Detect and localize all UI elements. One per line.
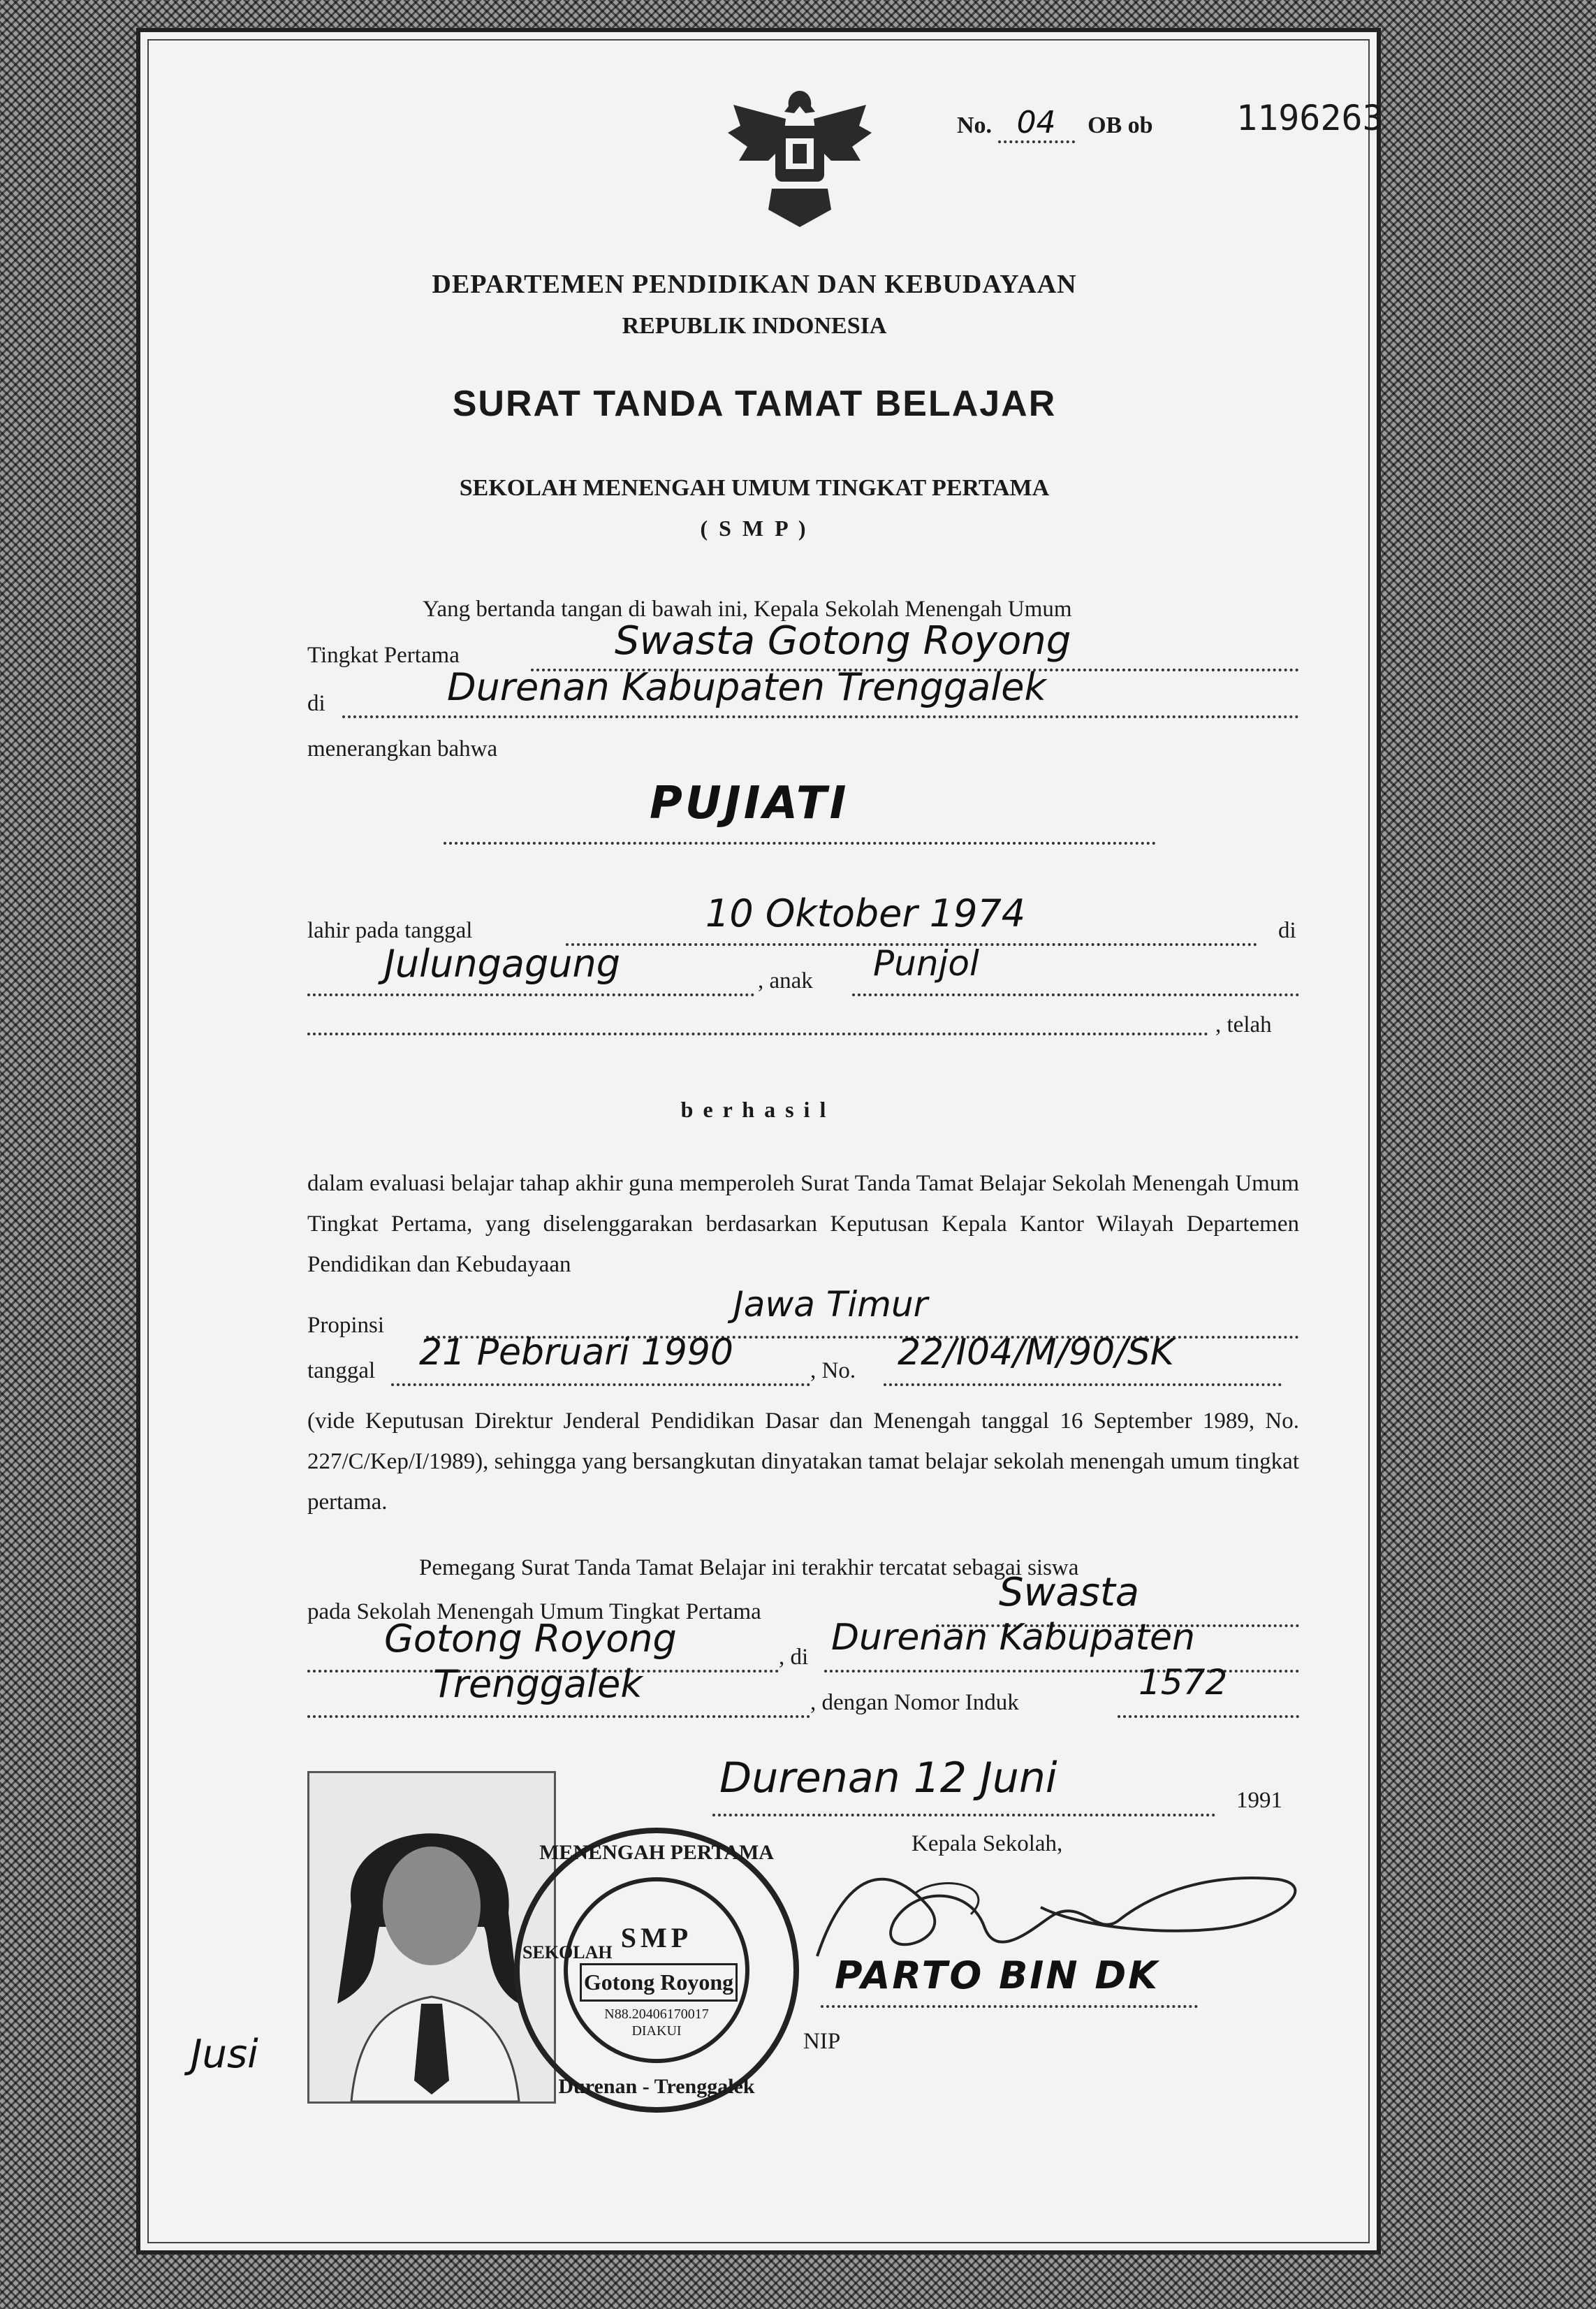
school-location-field (342, 665, 1299, 718)
birth-place-value: Julungagung (384, 942, 620, 986)
school-name-value: Swasta Gotong Royong (615, 618, 1071, 664)
holder-school-b: Gotong Royong (384, 1617, 677, 1661)
label-anak: , anak (758, 968, 813, 993)
serial-no-label: No. (957, 112, 993, 138)
parent-field (852, 943, 1299, 996)
place-date-field (712, 1754, 1215, 1816)
body-paragraph-1: dalam evaluasi belajar tahap akhir guna memperoleh Surat Tanda Tamat Belajar Sekolah Menengah Umum Tingkat Pertama, yang diselenggarakan berdasarkan Keputusan Kepala Kantor Wilayah Departemen Pendidikan dan Kebudayaan (307, 1171, 1299, 1277)
body-paragraph-2: (vide Keputusan Direktur Jenderal Pendidikan Dasar dan Menengah tanggal 16 September 1989, No. 227/C/Kep/I/1989), sehingga yang bersangkutan dinyatakan tamat belajar sekolah menengah umum tingkat pertama. (307, 1408, 1299, 1515)
intro-line: Yang bertanda tangan di bawah ini, Kepala Sekolah Menengah Umum (423, 597, 1072, 622)
label-tanggal: tanggal (307, 1358, 376, 1383)
birth-date-field (566, 891, 1257, 946)
result-berhasil: b e r h a s i l (680, 1097, 828, 1122)
label-pada-sekolah: pada Sekolah Menengah Umum Tingkat Pertama (307, 1599, 761, 1624)
principal-name: PARTO BIN DK (835, 1953, 1160, 1997)
label-lahir: lahir pada tanggal (307, 918, 473, 943)
blank-line-field (307, 1005, 1208, 1035)
holder-school-a: Swasta (999, 1570, 1140, 1615)
label-di: di (307, 691, 325, 716)
stamp-smp: SMP (620, 1922, 693, 1953)
stamp-ring-top: MENENGAH PERTAMA (539, 1841, 774, 1864)
label-telah: , telah (1215, 1012, 1272, 1037)
decree-date-field (391, 1332, 810, 1386)
holder-location-a: Durenan Kabupaten (831, 1617, 1195, 1659)
student-signature: Jusi (191, 2032, 258, 2077)
certificate-title: SURAT TANDA TAMAT BELAJAR (452, 384, 1057, 424)
serial-series: OB ob (1088, 112, 1153, 138)
school-type-heading: SEKOLAH MENENGAH UMUM TINGKAT PERTAMA (459, 475, 1050, 501)
decree-date-value: 21 Pebruari 1990 (419, 1332, 733, 1374)
principal-role: Kepala Sekolah, (912, 1831, 1063, 1856)
propinsi-value: Jawa Timur (733, 1284, 928, 1325)
parent-value: Punjol (873, 943, 979, 984)
ministry-heading: DEPARTEMEN PENDIDIKAN DAN KEBUDAYAAN (432, 270, 1077, 299)
label-tingkat-pertama: Tingkat Pertama (307, 643, 460, 668)
student-id-value: 1572 (1139, 1662, 1228, 1703)
stamp-school: Gotong Royong (580, 1963, 738, 2002)
decree-number-value: 22/I04/M/90/SK (898, 1332, 1174, 1374)
birth-place-field (307, 942, 754, 996)
stamp-code: N88.20406170017 (604, 2006, 709, 2022)
country-heading: REPUBLIK INDONESIA (622, 313, 887, 339)
signing-year: 1991 (1236, 1788, 1282, 1813)
label-nomor-induk: , dengan Nomor Induk (810, 1690, 1019, 1715)
birth-date-value: 10 Oktober 1974 (705, 891, 1026, 935)
label-di-holder: , di (779, 1645, 809, 1670)
school-abbr: ( S M P ) (700, 516, 809, 541)
holder-location-b-field (307, 1662, 810, 1718)
school-location-value: Durenan Kabupaten Trenggalek (447, 665, 1046, 709)
school-stamp (503, 1816, 810, 2124)
serial-no-value: 04 (998, 105, 1075, 143)
label-no: , No. (810, 1358, 856, 1383)
stamp-ring-left: SEKOLAH (522, 1942, 613, 1962)
holder-line: Pemegang Surat Tanda Tamat Belajar ini terakhir tercatat sebagai siswa (419, 1555, 1079, 1580)
holder-location-a-field (824, 1617, 1299, 1673)
decree-number-field (884, 1332, 1282, 1386)
student-name-field (444, 778, 1156, 845)
signing-place-date: Durenan 12 Juni (719, 1754, 1057, 1802)
stamp-status: DIAKUI (631, 2023, 682, 2039)
stamp-ring-bottom: Durenan - Trenggalek (558, 2075, 755, 2098)
nip-label: NIP (803, 2029, 841, 2054)
principal-name-field (821, 1953, 1198, 2008)
serial-number: 1196263 (1236, 98, 1384, 138)
holder-location-b: Trenggalek (433, 1662, 643, 1706)
garuda-emblem-icon (719, 77, 880, 238)
label-di-birth: di (1278, 918, 1296, 943)
label-propinsi: Propinsi (307, 1313, 385, 1338)
student-name: PUJIATI (650, 778, 849, 829)
menerangkan-label: menerangkan bahwa (307, 736, 498, 762)
student-id-field (1118, 1662, 1299, 1718)
